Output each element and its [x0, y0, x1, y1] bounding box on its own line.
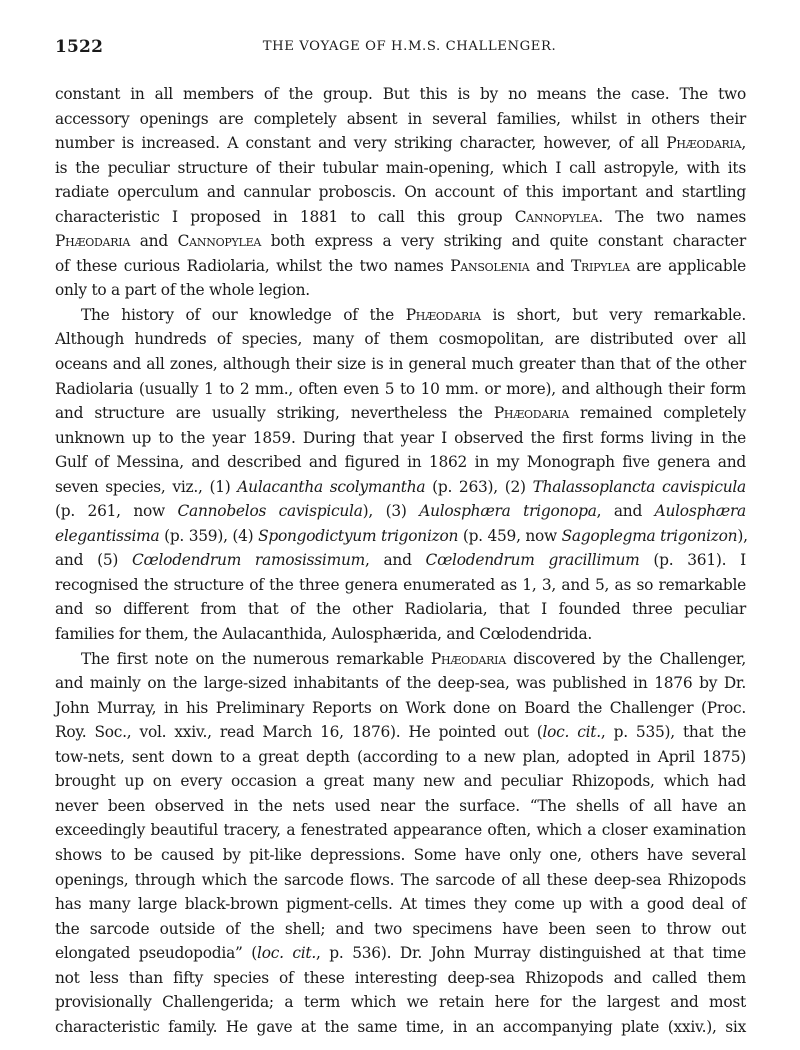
text-line	[55, 426, 746, 451]
text-segment: John Murray, in his Preliminary Reports on Work done on Board the Challenger (Proc.	[55, 698, 746, 717]
text-line	[55, 401, 746, 426]
paragraph-first-line	[55, 303, 746, 328]
text-segment: constant in all members of the group. But this is by no means the case. The two	[55, 85, 746, 103]
text-segment: is short, but very remarkable.	[480, 305, 747, 324]
text-segment: (p. 263), (2)	[425, 477, 533, 496]
text-segment: (p. 361). I	[639, 551, 746, 570]
text-segment: and structure are usually striking, nevertheless the	[55, 404, 494, 423]
text-line	[55, 278, 746, 303]
text-line	[55, 475, 746, 500]
text-segment: never been observed in the nets used near the surface. “The shells of all have an	[55, 796, 746, 815]
text-line	[55, 966, 746, 991]
text-line	[55, 229, 746, 254]
text-line	[55, 524, 746, 549]
text-segment: ),	[737, 526, 748, 545]
text-segment: , and	[364, 551, 426, 570]
text-segment: brought up on every occasion a great many new and peculiar Rhizopods, which had	[55, 772, 746, 791]
italic-species-name: Spongodictyum trigonizon	[258, 526, 459, 545]
text-line	[55, 131, 746, 156]
text-segment: exceedingly beautiful tracery, a fenestrated appearance often, which a closer examination	[55, 821, 746, 840]
page-number: 1522	[55, 37, 104, 57]
small-caps-term: Phæodaria	[666, 134, 742, 153]
text-segment: accessory openings are completely absent in several families, whilst in others their	[55, 109, 746, 128]
italic-species-name: Aulosphæra trigonopa	[419, 502, 597, 521]
text-line	[55, 892, 746, 917]
text-line	[55, 1015, 746, 1040]
text-line	[55, 818, 746, 843]
text-segment: and mainly on the large-sized inhabitants of the deep-sea, was published in 1876 by Dr.	[55, 674, 746, 693]
text-line	[55, 254, 746, 279]
text-line	[55, 450, 746, 475]
text-segment: and	[529, 256, 571, 275]
text-line	[55, 622, 746, 647]
text-segment: of these curious Radiolaria, whilst the two names	[55, 256, 451, 275]
text-segment: seven species, viz., (1)	[55, 477, 238, 496]
text-line	[55, 377, 746, 402]
text-segment: elongated pseudopodia” (	[55, 944, 258, 963]
text-line	[55, 843, 746, 868]
text-segment: number is increased. A constant and very striking character, however, of all	[55, 134, 667, 153]
text-segment: recognised the structure of the three genera enumerated as 1, 3, and 5, as so remarkable	[55, 575, 746, 594]
text-segment: has many large black-brown pigment-cells. At times they come up with a good deal of	[55, 895, 746, 914]
italic-species-name: Aulosphæra	[654, 502, 746, 521]
text-line	[55, 941, 746, 966]
text-segment: (p. 359), (4)	[159, 526, 259, 545]
text-segment: characteristic family. He gave at the same time, in an accompanying plate (xxiv.), six	[55, 1017, 746, 1036]
text-line	[55, 82, 746, 107]
small-caps-term: Phæodaria	[55, 232, 131, 251]
text-line	[55, 107, 746, 132]
text-line	[55, 868, 746, 893]
text-line	[55, 745, 746, 770]
text-segment: Radiolaria (usually 1 to 2 mm., often even 5 to 10 mm. or more), and although their form	[55, 379, 746, 398]
italic-species-name: Cannobelos cavispicula	[177, 502, 363, 521]
text-segment: shows to be caused by pit-like depressions. Some have only one, others have several	[55, 845, 746, 864]
small-caps-term: Pansolenia	[450, 256, 530, 275]
italic-species-name: Cœlodendrum gracillimum	[425, 551, 640, 570]
page-header	[55, 37, 746, 67]
text-segment: and so different from that of the other Radiolaria, that I founded three peculiar	[55, 600, 746, 619]
small-caps-term: Phæodaria	[405, 305, 481, 324]
text-segment: only to a part of the whole legion.	[55, 281, 310, 300]
text-segment: remained completely	[568, 404, 747, 423]
text-line	[55, 696, 746, 721]
italic-species-name: Thalassoplancta cavispicula	[532, 477, 746, 496]
text-segment: . The two names	[598, 207, 746, 226]
text-segment: ), (3)	[362, 502, 420, 521]
small-caps-term: Cannopylea	[177, 232, 262, 251]
text-line	[55, 990, 746, 1015]
small-caps-term: Cannopylea	[514, 207, 599, 226]
text-line	[55, 794, 746, 819]
text-segment: radiate operculum and cannular proboscis. On account of this important and startling	[55, 183, 746, 202]
italic-species-name: loc. cit.	[542, 723, 601, 742]
italic-species-name: Sagoplegma trigonizon	[561, 526, 738, 545]
book-page	[55, 37, 748, 1036]
text-segment: characteristic I proposed in 1881 to call this group	[55, 207, 515, 226]
text-segment: (p. 261, now	[55, 502, 178, 521]
italic-species-name: elegantissima	[55, 526, 160, 545]
running-title: THE VOYAGE OF H.M.S. CHALLENGER.	[262, 39, 557, 54]
text-segment: The first note on the numerous remarkable	[81, 649, 431, 668]
text-segment: , and	[596, 502, 655, 521]
text-segment: oceans and all zones, although their size is in general much greater than that of the other	[55, 355, 746, 374]
paragraph-first-line	[55, 647, 746, 672]
text-line	[55, 769, 746, 794]
text-segment: openings, through which the sarcode flows. The sarcode of all these deep-sea Rhizopods	[55, 870, 746, 889]
text-segment: is the peculiar structure of their tubular main-opening, which I call astropyle, with its	[55, 158, 746, 177]
italic-species-name: Cœlodendrum ramosissimum	[132, 551, 365, 570]
text-segment: are applicable	[629, 256, 746, 275]
text-line	[55, 352, 746, 377]
text-segment: not less than fifty species of these interesting deep-sea Rhizopods and called them	[55, 968, 746, 987]
text-segment: Gulf of Messina, and described and figured in 1862 in my Monograph five genera and	[55, 453, 746, 472]
text-segment: discovered by the Challenger,	[505, 649, 746, 668]
text-segment: unknown up to the year 1859. During that year I observed the first forms living in the	[55, 428, 746, 447]
text-segment: Although hundreds of species, many of them cosmopolitan, are distributed over all	[55, 330, 746, 349]
text-line	[55, 720, 746, 745]
text-segment: ,	[741, 134, 746, 153]
text-line	[55, 671, 746, 696]
text-segment: The history of our knowledge of the	[81, 305, 406, 324]
text-line	[55, 327, 746, 352]
text-segment: Roy. Soc., vol. xxiv., read March 16, 1876). He pointed out (	[55, 723, 543, 742]
text-line	[55, 597, 746, 622]
italic-species-name: loc. cit.	[257, 944, 317, 963]
text-line	[55, 548, 746, 573]
text-segment: and (5)	[55, 551, 133, 570]
small-caps-term: Tripylea	[570, 256, 630, 275]
text-line	[55, 156, 746, 181]
text-line	[55, 499, 746, 524]
text-line	[55, 180, 746, 205]
text-line	[55, 573, 746, 598]
text-segment: , p. 535), that the	[600, 723, 746, 742]
text-line	[55, 205, 746, 230]
text-segment: families for them, the Aulacanthida, Aulosphærida, and Cœlodendrida.	[55, 625, 593, 644]
small-caps-term: Phæodaria	[430, 649, 506, 668]
body-text	[55, 82, 746, 1039]
text-segment: and	[130, 232, 178, 251]
text-segment: both express a very striking and quite constant character	[261, 232, 746, 251]
text-segment: , p. 536). Dr. John Murray distinguished at that time	[316, 944, 747, 963]
text-segment: (p. 459, now	[458, 526, 562, 545]
text-segment: provisionally Challengerida; a term which we retain here for the largest and most	[55, 993, 746, 1012]
text-segment: the sarcode outside of the shell; and two specimens have been seen to throw out	[55, 919, 746, 938]
text-line	[55, 917, 746, 942]
text-segment: tow-nets, sent down to a great depth (according to a new plan, adopted in April 1875)	[55, 747, 746, 766]
small-caps-term: Phæodaria	[493, 404, 569, 423]
italic-species-name: Aulacantha scolymantha	[237, 477, 426, 496]
